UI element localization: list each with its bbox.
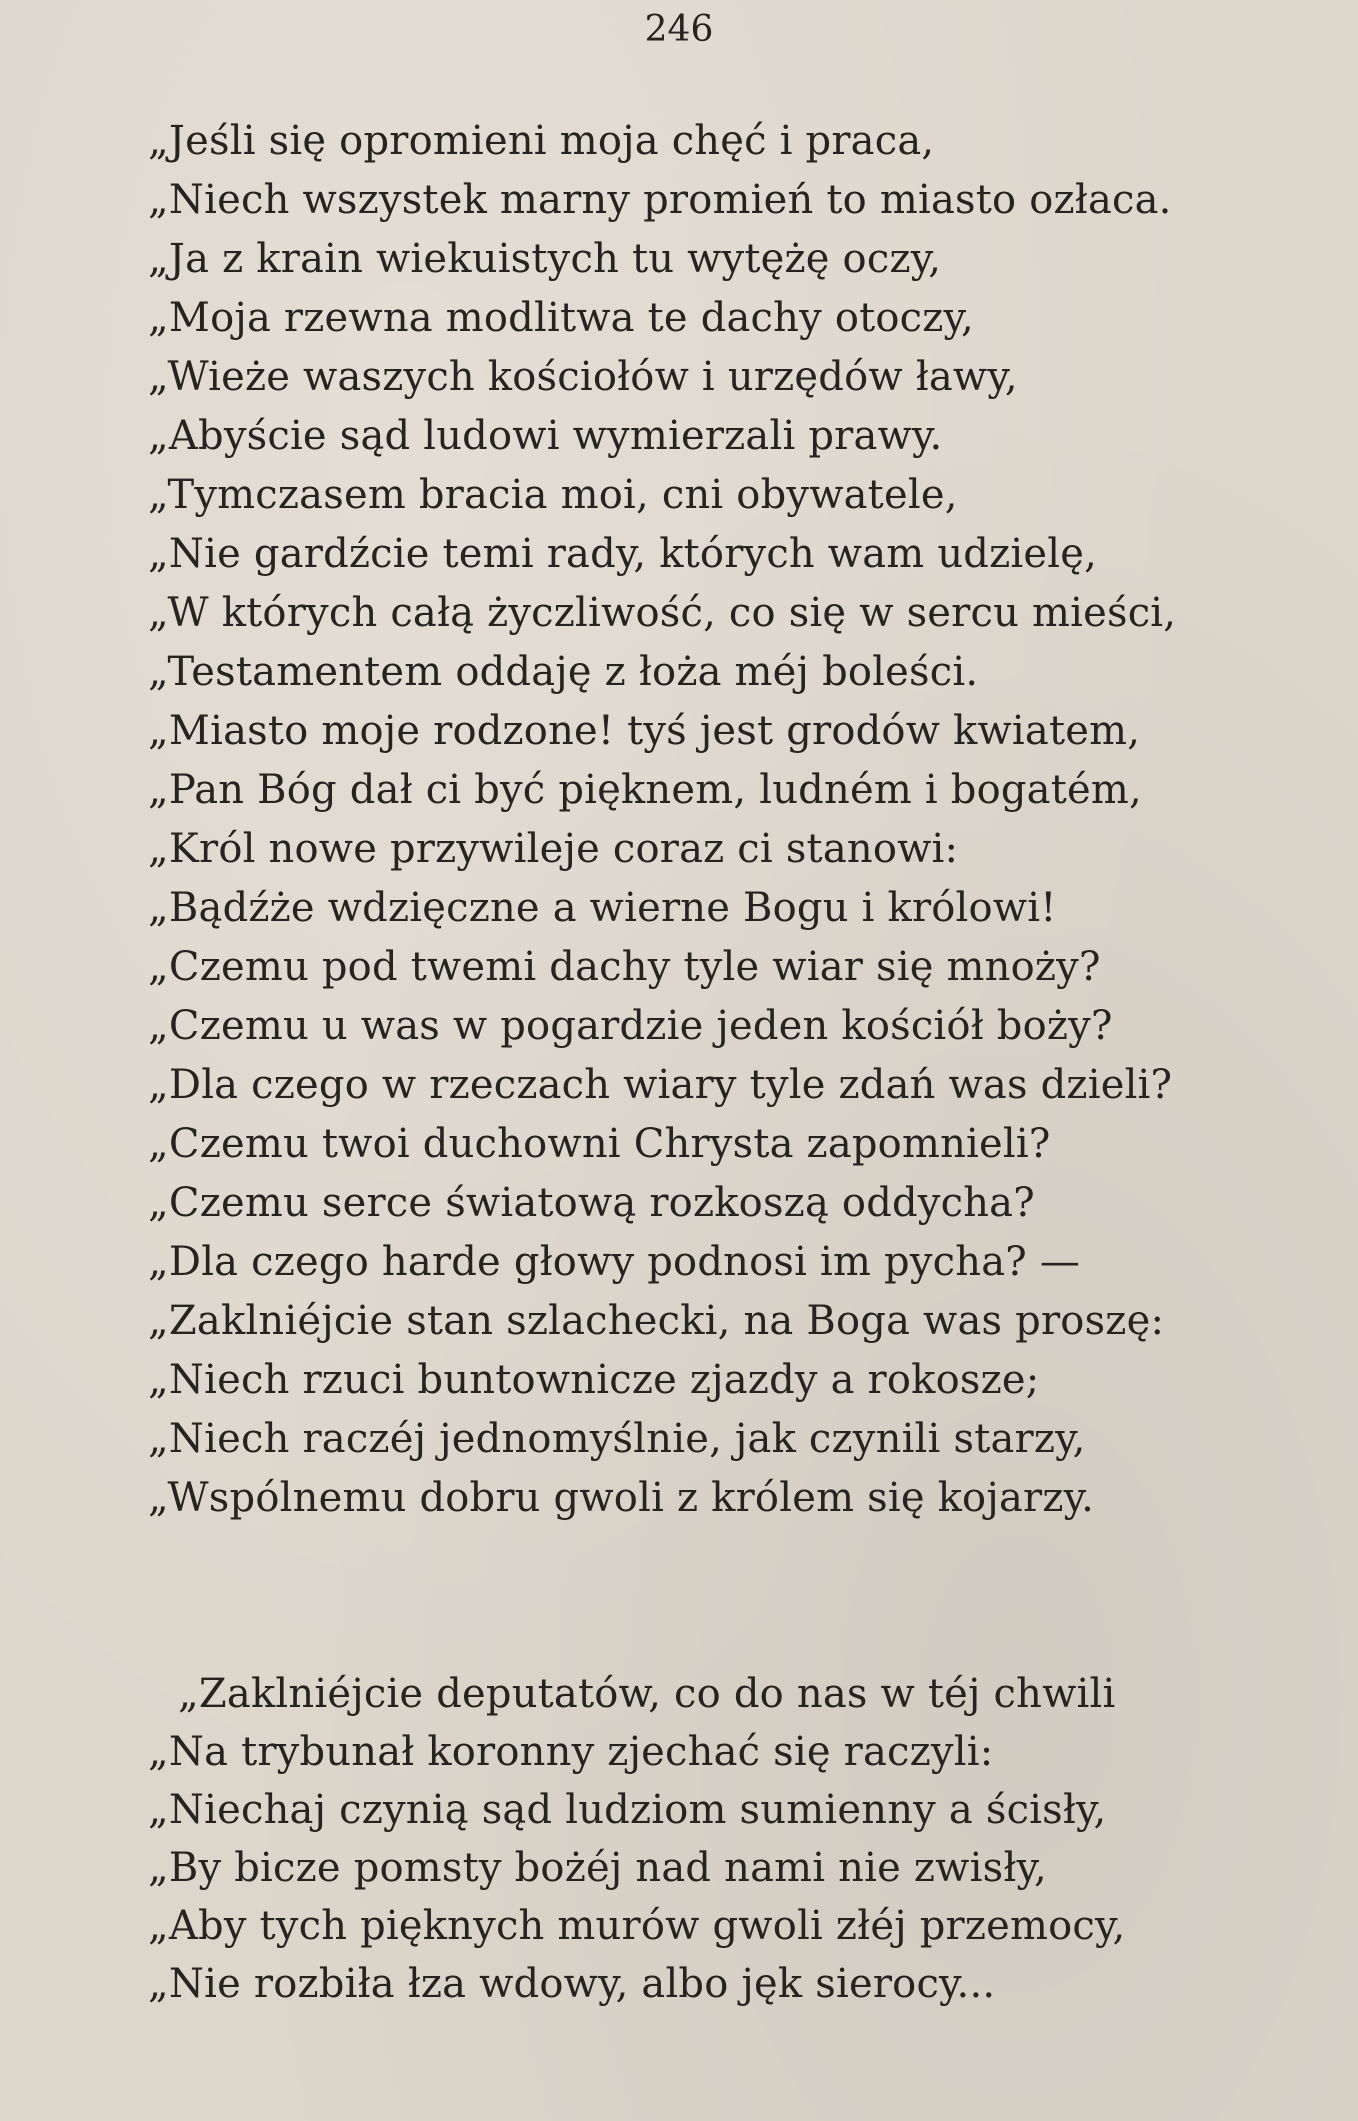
verse-line: „Wspólnemu dobru gwoli z królem się kojarzy.	[148, 1475, 1094, 1521]
verse-line: „Zaklniéjcie stan szlachecki, na Boga was proszę:	[148, 1298, 1165, 1344]
verse-line: „Dla czego harde głowy podnosi im pycha? —	[148, 1239, 1081, 1285]
verse-line: „By bicze pomsty bożéj nad nami nie zwisły,	[148, 1845, 1047, 1891]
verse-line: „Ja z krain wiekuistych tu wytężę oczy,	[148, 236, 942, 282]
verse-line: „Dla czego w rzeczach wiary tyle zdań was dzieli?	[148, 1062, 1173, 1108]
verse-line: „Moja rzewna modlitwa te dachy otoczy,	[148, 295, 974, 341]
verse-line: „Król nowe przywileje coraz ci stanowi:	[148, 826, 959, 872]
verse-line: „Miasto moje rodzone! tyś jest grodów kwiatem,	[148, 708, 1141, 754]
verse-line: „Aby tych pięknych murów gwoli złéj przemocy,	[148, 1903, 1126, 1949]
verse-line: „Czemu serce światową rozkoszą oddycha?	[148, 1180, 1035, 1226]
verse-line: „Niechaj czynią sąd ludziom sumienny a ścisły,	[148, 1787, 1107, 1833]
verse-line: „Nie rozbiła łza wdowy, albo jęk sierocy...	[148, 1961, 996, 2007]
verse-line: „Wieże waszych kościołów i urzędów ławy,	[148, 354, 1018, 400]
verse-line: „Niech wszystek marny promień to miasto ozłaca.	[148, 177, 1172, 223]
stanza-1	[148, 112, 1318, 1528]
verse-line: „Pan Bóg dał ci być pięknem, ludném i bogatém,	[148, 767, 1142, 813]
verse-line: „Czemu u was w pogardzie jeden kościół boży?	[148, 1003, 1113, 1049]
stanza-2	[148, 1665, 1318, 2013]
verse-line: „Na trybunał koronny zjechać się raczyli:	[148, 1729, 994, 1775]
verse-line: „Niech raczéj jednomyślnie, jak czynili starzy,	[148, 1416, 1086, 1462]
page-number: 246	[644, 9, 714, 50]
verse-line: „Czemu twoi duchowni Chrysta zapomnieli?	[148, 1121, 1051, 1167]
verse-line: „Jeśli się opromieni moja chęć i praca,	[148, 118, 935, 164]
verse-line: „W których całą życzliwość, co się w sercu mieści,	[148, 590, 1177, 636]
verse-line: „Abyście sąd ludowi wymierzali prawy.	[148, 413, 943, 459]
verse-line: „Czemu pod twemi dachy tyle wiar się mnoży?	[148, 944, 1101, 990]
verse-line: „Nie gardźcie temi rady, których wam udzielę,	[148, 531, 1098, 577]
verse-line: „Tymczasem bracia moi, cni obywatele,	[148, 472, 958, 518]
verse-line: „Niech rzuci buntownicze zjazdy a rokosze;	[148, 1357, 1040, 1403]
verse-line: „Bądźże wdzięczne a wierne Bogu i królowi!	[148, 885, 1057, 931]
verse-line: „Zaklniéjcie deputatów, co do nas w téj chwili	[178, 1671, 1116, 1717]
verse-line: „Testamentem oddaję z łoża méj boleści.	[148, 649, 979, 695]
